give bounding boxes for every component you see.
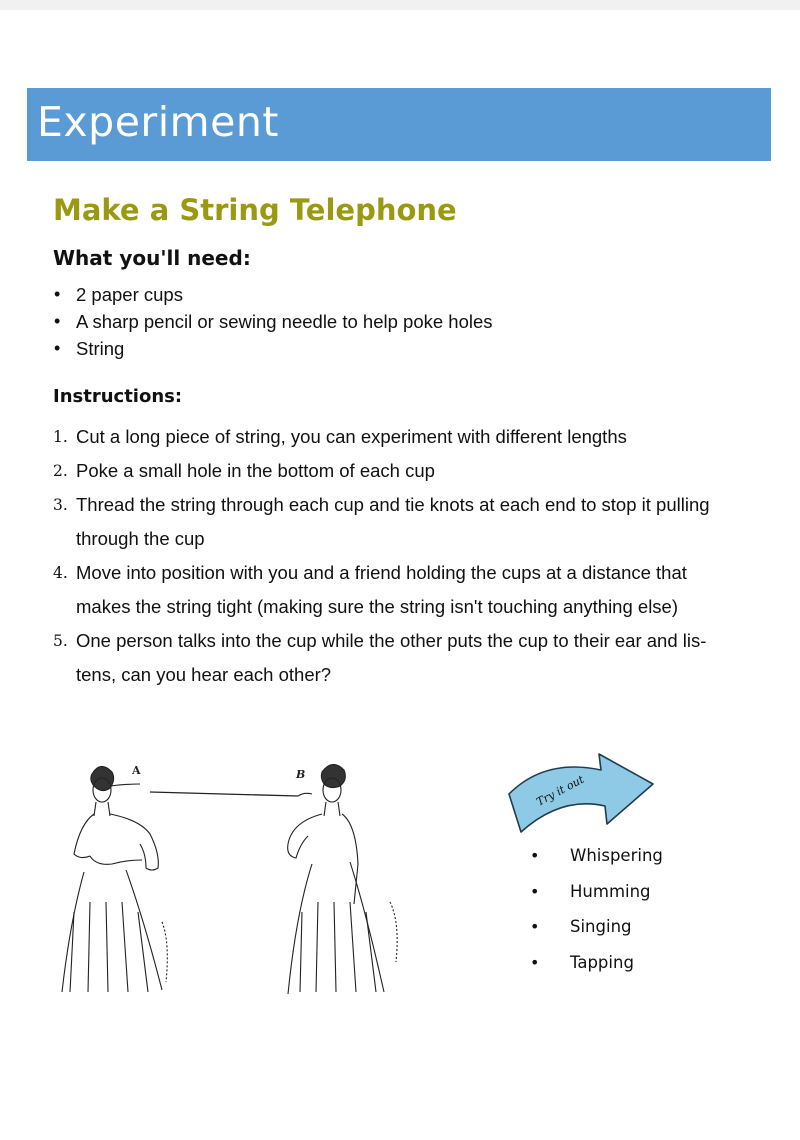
step-text: through the cup: [76, 528, 205, 549]
list-item: [53, 338, 493, 365]
list-item-label: Whispering: [570, 846, 663, 865]
list-item: [530, 953, 663, 989]
string-telephone-illustration: [50, 752, 440, 1002]
step-text: Move into position with you and a friend holding the cups at a distance that: [76, 562, 687, 583]
step-number: 4.: [53, 564, 68, 582]
step-number: 1.: [53, 428, 68, 446]
list-item-label: Tapping: [570, 952, 634, 972]
instructions-list: [53, 420, 753, 692]
bullet-icon: •: [54, 311, 61, 331]
top-strip: [0, 0, 800, 10]
bullet-icon: •: [54, 338, 61, 358]
bullet-icon: •: [530, 917, 540, 936]
step-text: tens, can you hear each other?: [76, 664, 332, 685]
label-b: B: [296, 768, 306, 781]
try-it-list: [530, 846, 663, 988]
step-number: 2.: [53, 462, 68, 480]
bullet-icon: •: [54, 284, 61, 304]
label-a: A: [132, 764, 141, 777]
step-number: 5.: [53, 632, 68, 650]
list-item: [53, 311, 493, 338]
instruction-step: [53, 454, 753, 488]
step-text: Cut a long piece of string, you can experiment with different lengths: [76, 426, 627, 447]
instruction-step: [53, 420, 753, 454]
step-text: Thread the string through each cup and tie knots at each end to stop it pulling: [76, 494, 710, 515]
step-number: 3.: [53, 496, 68, 514]
step-text: One person talks into the cup while the other puts the cup to their ear and lis-: [76, 630, 707, 651]
list-item: [530, 846, 663, 882]
list-item-label: A sharp pencil or sewing needle to help poke holes: [76, 311, 493, 332]
instructions-heading: Instructions:: [53, 386, 183, 407]
list-item-label: 2 paper cups: [76, 284, 183, 305]
section-banner: [27, 88, 771, 161]
needs-heading: What you'll need:: [53, 246, 251, 270]
bullet-icon: •: [530, 952, 540, 972]
instruction-step: [53, 624, 753, 692]
page-title: Make a String Telephone: [53, 193, 457, 227]
list-item-label: String: [76, 338, 125, 359]
needs-list: [53, 284, 493, 365]
list-item-label: Singing: [570, 917, 632, 936]
instruction-step: [53, 488, 753, 556]
instruction-step: [53, 556, 753, 624]
step-text: makes the string tight (making sure the string isn't touching anything else): [76, 596, 678, 617]
list-item-label: Humming: [570, 881, 651, 901]
try-it-arrow-icon: [505, 748, 655, 838]
arrow-label: Try it out: [534, 772, 587, 809]
list-item: [530, 917, 663, 953]
bullet-icon: •: [530, 846, 540, 865]
step-text: Poke a small hole in the bottom of each cup: [76, 460, 435, 481]
banner-title: Experiment: [37, 98, 279, 146]
list-item: [530, 882, 663, 918]
list-item: [53, 284, 493, 311]
bullet-icon: •: [530, 881, 540, 901]
